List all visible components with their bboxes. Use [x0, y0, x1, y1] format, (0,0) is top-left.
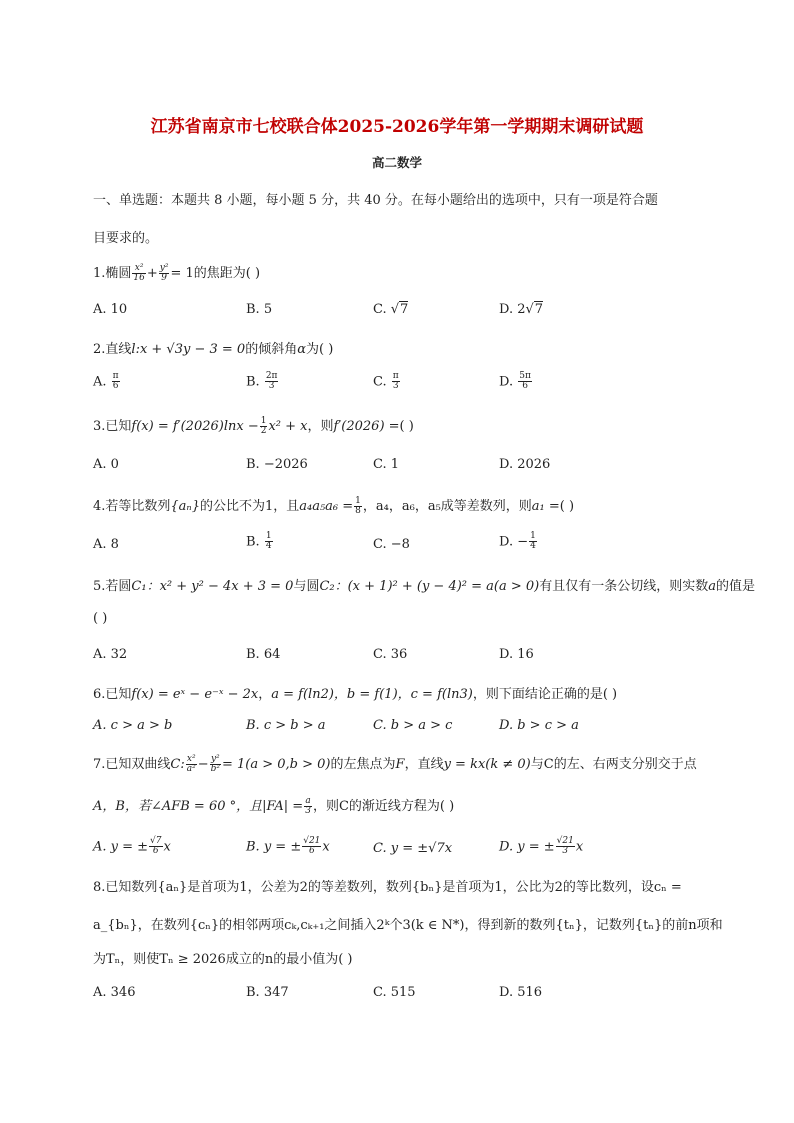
q2-option-d: D. $\frac{5\pi}{6}$	[499, 371, 531, 392]
q3-option-c: C. 1	[373, 457, 400, 472]
question-2-stem: 2.直线l:x + √3y − 3 = 0的倾斜角α为( )	[93, 342, 334, 357]
q7-option-a: A. y = ± $\frac{√7}{6}$ x	[93, 836, 171, 857]
question-4-stem: 4.若等比数列{aₙ}的公比不为1，且a₄a₅a₆ = $\frac{1}{8}$ ，a₄，a₆，a₅成等差数列，则a₁ =( )	[93, 495, 575, 516]
q6-option-d: D. b > c > a	[499, 718, 579, 733]
q8-option-c: C. 515	[373, 985, 416, 1000]
q6-option-b: B. c > b > a	[246, 718, 326, 733]
section-header-line-2: 目要求的。	[93, 231, 159, 246]
q1-fraction-1: $\frac{\text{x²}}{16}$	[133, 262, 145, 283]
q1-prefix: 1.椭圆	[93, 266, 132, 281]
document-title: 江苏省南京市七校联合体2025-2026学年第一学期期末调研试题	[150, 117, 644, 137]
q7-option-c: C. y = ±√7x	[373, 841, 453, 856]
q5-option-c: C. 36	[373, 647, 408, 662]
q1-fraction-2: $\frac{\text{y²}}{9}$	[159, 262, 169, 283]
q3-option-b: B. −2026	[246, 457, 308, 472]
question-3-stem: 3.已知f(x) = f′(2026)lnx − $\frac{1}{2}$ x² + x，则f′(2026) =( )	[93, 415, 414, 436]
q8-option-b: B. 347	[246, 985, 289, 1000]
subject-label: 高二数学	[371, 155, 422, 170]
q1-option-c: C. √7	[373, 302, 409, 317]
question-8-stem-line-3: 为Tₙ，则使Tₙ ≥ 2026成立的n的最小值为( )	[93, 952, 353, 967]
q7-option-b: B. y = ± $\frac{√21}{6}$ x	[246, 836, 330, 857]
q3-option-d: D. 2026	[499, 457, 551, 472]
q1-option-a: A. 10	[93, 302, 128, 317]
question-8-stem-line-1: 8.已知数列{aₙ}是首项为1，公差为2的等差数列，数列{bₙ}是首项为1，公比为2的等比数列，设cₙ =	[93, 880, 682, 895]
q5-option-a: A. 32	[93, 647, 128, 662]
question-6-stem: 6.已知f(x) = eˣ − e⁻ˣ − 2x，a = f(ln2)，b = f(1)，c = f(ln3)，则下面结论正确的是( )	[93, 687, 618, 702]
q4-option-c: C. −8	[373, 537, 410, 552]
question-7-stem-line-2: A，B，若∠AFB = 60 °，且|FA| = $\frac{a}{3}$ ，则C的渐近线方程为( )	[93, 795, 455, 816]
q8-option-a: A. 346	[93, 985, 136, 1000]
q4-option-d: D. − $\frac{1}{4}$	[499, 531, 536, 552]
q4-option-a: A. 8	[93, 537, 119, 552]
q1-suffix: = 1的焦距为( )	[170, 266, 261, 281]
q4-option-b: B. $\frac{1}{4}$	[246, 531, 272, 552]
q8-option-d: D. 516	[499, 985, 543, 1000]
q1-option-b: B. 5	[246, 302, 273, 317]
question-8-stem-line-2: a_{bₙ}，在数列{cₙ}的相邻两项cₖ,cₖ₊₁之间插入2ᵏ个3(k ∈ N*)，得到新的数列{tₙ}，记数列{tₙ}的前n项和	[93, 918, 723, 933]
q5-option-b: B. 64	[246, 647, 281, 662]
q2-option-c: C. $\frac{\pi}{3}$	[373, 371, 399, 392]
q6-option-c: C. b > a > c	[373, 718, 453, 733]
section-header-line-1: 一、单选题：本题共 8 小题，每小题 5 分，共 40 分。在每小题给出的选项中，只有一项是符合题	[93, 193, 658, 208]
q7-option-d: D. y = ± $\frac{√21}{3}$ x	[499, 836, 584, 857]
question-5-stem-line-1: 5.若圆C₁：x² + y² − 4x + 3 = 0与圆C₂：(x + 1)² + (y − 4)² = a(a > 0)有且仅有一条公切线，则实数a的值是	[93, 579, 756, 594]
question-5-stem-line-2: ( )	[93, 611, 108, 626]
question-7-stem-line-1: 7.已知双曲线C: $\frac{\text{x²}}{\text{a²}}$ − $\frac{\text{y²}}{\text{b²}}$ = 1(a > 0,b > 0)的左焦点为F，直线y = kx(k ≠ 0)与C的左、右两支分别交于点	[93, 753, 697, 774]
question-1-stem: 1.椭圆 $\frac{\text{x²}}{16}$ + $\frac{\text{y²}}{9}$ = 1的焦距为( )	[93, 262, 261, 283]
q2-option-b: B. $\frac{2\pi}{3}$	[246, 371, 278, 392]
q5-option-d: D. 16	[499, 647, 534, 662]
q1-option-d: D. 2√7	[499, 302, 544, 317]
q6-option-a: A. c > a > b	[93, 718, 173, 733]
q2-option-a: A. $\frac{\pi}{6}$	[93, 371, 119, 392]
q3-option-a: A. 0	[93, 457, 119, 472]
